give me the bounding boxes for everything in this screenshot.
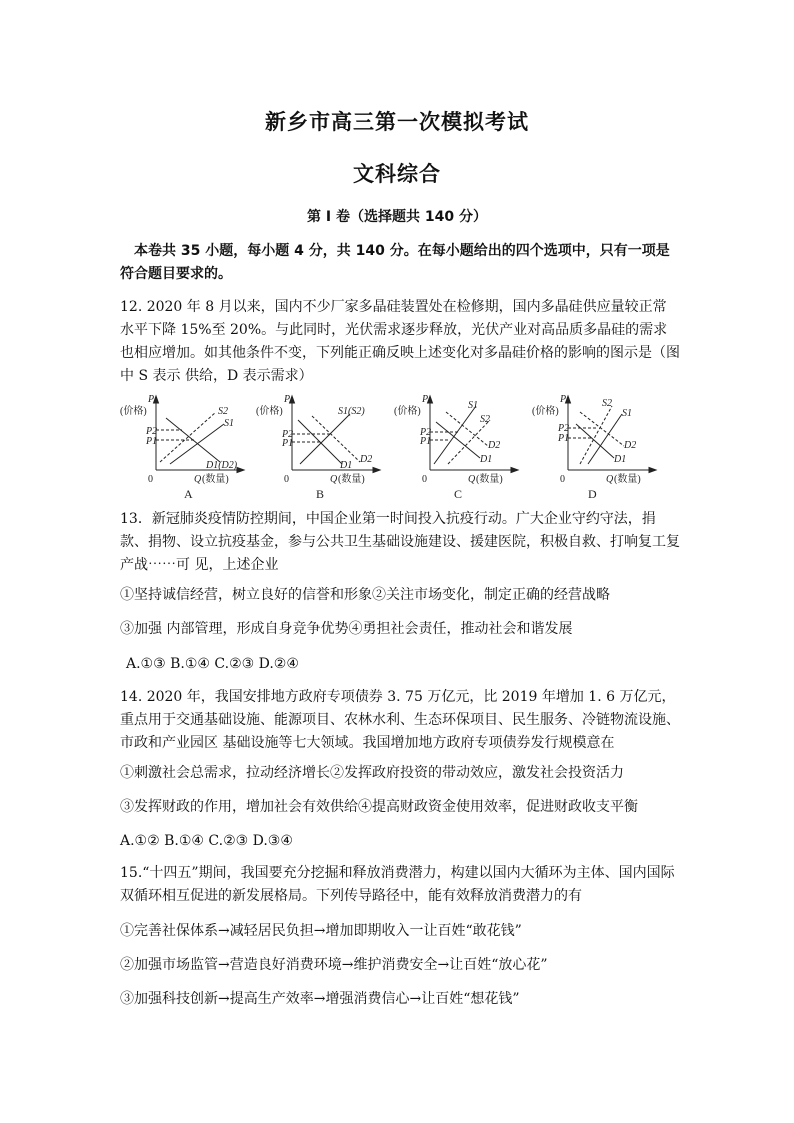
curve-label-d1: D1 bbox=[614, 454, 627, 465]
x-axis-label: Q bbox=[194, 474, 202, 485]
y-axis-label: P bbox=[422, 394, 429, 405]
question-15-statement-3: ③加强科技创新→提高生产效率→增强消费信心→让百姓“想花钱” bbox=[120, 991, 520, 1007]
x-axis-unit: (数量) bbox=[614, 474, 641, 485]
graph-c bbox=[392, 392, 528, 502]
curve-label-d2: D2 bbox=[360, 454, 373, 465]
price-label-p2: P2 bbox=[420, 427, 432, 438]
exam-title: 新乡市高三第一次模拟考试 bbox=[265, 110, 529, 134]
curve-label-s2: S2 bbox=[218, 406, 228, 417]
origin-label: 0 bbox=[148, 474, 153, 485]
graph-option-label: A bbox=[184, 487, 193, 501]
instructions: 本卷共 35 小题，每小题 4 分，共 140 分。在每小题给出的四个选项中，只有一项是符合题目要求的。 bbox=[120, 243, 670, 282]
price-label-p1: P1 bbox=[420, 436, 432, 447]
question-14-stem: 14. 2020 年，我国安排地方政府专项债券 3. 75 万亿元，比 2019 年增加 1. 6 万亿元，重点用于交通基础设施、能源项目、农林水利、生态环保项目、民生服务、冷链物流设施、市政和产业园区 基础设施等七大领域。我国增加地方政府专项债券发行规模意在 bbox=[120, 689, 680, 751]
graph-d bbox=[530, 392, 666, 502]
x-axis-label: Q bbox=[330, 474, 338, 485]
question-15-statement-2: ②加强市场监管→营造良好消费环境→维护消费安全→让百姓“放心花” bbox=[120, 957, 548, 973]
question-13-stem: 13．新冠肺炎疫情防控期间，中国企业第一时间投入抗疫行动。广大企业守约守法，捐款、捐物、设立抗疫基金，参与公共卫生基础设施建设、援建医院，积极自救、打响复工复产战⋯⋯可 见，上述企业 bbox=[120, 511, 680, 573]
question-14-options: A.①② B.①④ C.②③ D.③④ bbox=[120, 833, 293, 849]
price-label-p1: P1 bbox=[558, 433, 570, 444]
x-axis-label: Q bbox=[606, 474, 614, 485]
price-label-p2: P2 bbox=[146, 426, 158, 437]
y-axis-label: P bbox=[560, 394, 567, 405]
price-label-p1: P1 bbox=[282, 438, 294, 449]
curve-label-d2: D2 bbox=[624, 440, 637, 451]
x-axis-unit: (数量) bbox=[338, 474, 365, 485]
graph-b bbox=[254, 392, 390, 502]
y-axis-label: P bbox=[148, 394, 155, 405]
exam-subject: 文科综合 bbox=[353, 162, 441, 186]
question-13-options: A.①③ B.①④ C.②③ D.②④ bbox=[126, 656, 299, 672]
graph-option-label: B bbox=[316, 487, 325, 501]
curve-label-s2: S2 bbox=[602, 398, 612, 409]
price-label-p1: P1 bbox=[146, 436, 158, 447]
graph-option-label: C bbox=[454, 487, 463, 501]
question-14-statement-1: ①刺激社会总需求，拉动经济增长②发挥政府投资的带动效应，激发社会投资活力 bbox=[120, 765, 624, 781]
origin-label: 0 bbox=[284, 474, 289, 485]
curve-label-d2: D2 bbox=[488, 440, 501, 451]
section-heading: 第 I 卷（选择题共 140 分） bbox=[307, 209, 487, 225]
question-15-stem: 15.“十四五”期间，我国要充分挖掘和释放消费潜力，构建以国内大循环为主体、国内国际双循环相互促进的新发展格局。下列传导路径中，能有效释放消费潜力的有 bbox=[120, 865, 675, 904]
price-label-p2: P2 bbox=[558, 423, 570, 434]
y-axis-unit: (价格) bbox=[256, 406, 283, 417]
curve-label-s1: S1 bbox=[224, 418, 234, 429]
question-15-statement-1: ①完善社保体系→减轻居民负担→增加即期收入一让百姓“敢花钱” bbox=[120, 923, 522, 939]
graph-option-label: D bbox=[588, 487, 597, 501]
x-axis-label: Q bbox=[468, 474, 476, 485]
question-13-statement-2: ③加强 内部管理，形成自身竞争优势④勇担社会责任，推动社会和谐发展 bbox=[120, 621, 573, 637]
curve-label-s: S1(S2) bbox=[338, 406, 365, 417]
y-axis-unit: (价格) bbox=[120, 406, 147, 417]
y-axis-label: P bbox=[284, 394, 291, 405]
y-axis-unit: (价格) bbox=[532, 406, 559, 417]
curve-label-d1: D1 bbox=[340, 460, 353, 471]
curve-label-d1: D1 bbox=[480, 454, 493, 465]
curve-label-s1: S1 bbox=[622, 408, 632, 419]
graph-a bbox=[118, 392, 254, 502]
x-axis-unit: (数量) bbox=[476, 474, 503, 485]
curve-label-d: D1(D2) bbox=[206, 460, 238, 471]
origin-label: 0 bbox=[422, 474, 427, 485]
question-12-stem: 12. 2020 年 8 月以来，国内不少厂家多晶硅装置处在检修期，国内多晶硅供应量较正常水平下降 15%至 20%。与此同时，光伏需求逐步释放，光伏产业对高品质多晶硅的需求也相应增加。如其他条件不变，下列能正确反映上述变化对多晶硅价格的影响的图示是（图中 S 表示 供给，D 表示需求） bbox=[120, 299, 680, 384]
origin-label: 0 bbox=[560, 474, 565, 485]
x-axis-unit: (数量) bbox=[202, 474, 229, 485]
curve-label-s2: S2 bbox=[480, 414, 490, 425]
question-14-statement-2: ③发挥财政的作用，增加社会有效供给④提高财政资金使用效率，促进财政收支平衡 bbox=[120, 799, 638, 815]
curve-label-s1: S1 bbox=[468, 400, 478, 411]
price-label-p2: P2 bbox=[282, 429, 294, 440]
question-13-statement-1: ①坚持诚信经营，树立良好的信誉和形象②关注市场变化，制定正确的经营战略 bbox=[120, 587, 610, 603]
y-axis-unit: (价格) bbox=[394, 406, 421, 417]
